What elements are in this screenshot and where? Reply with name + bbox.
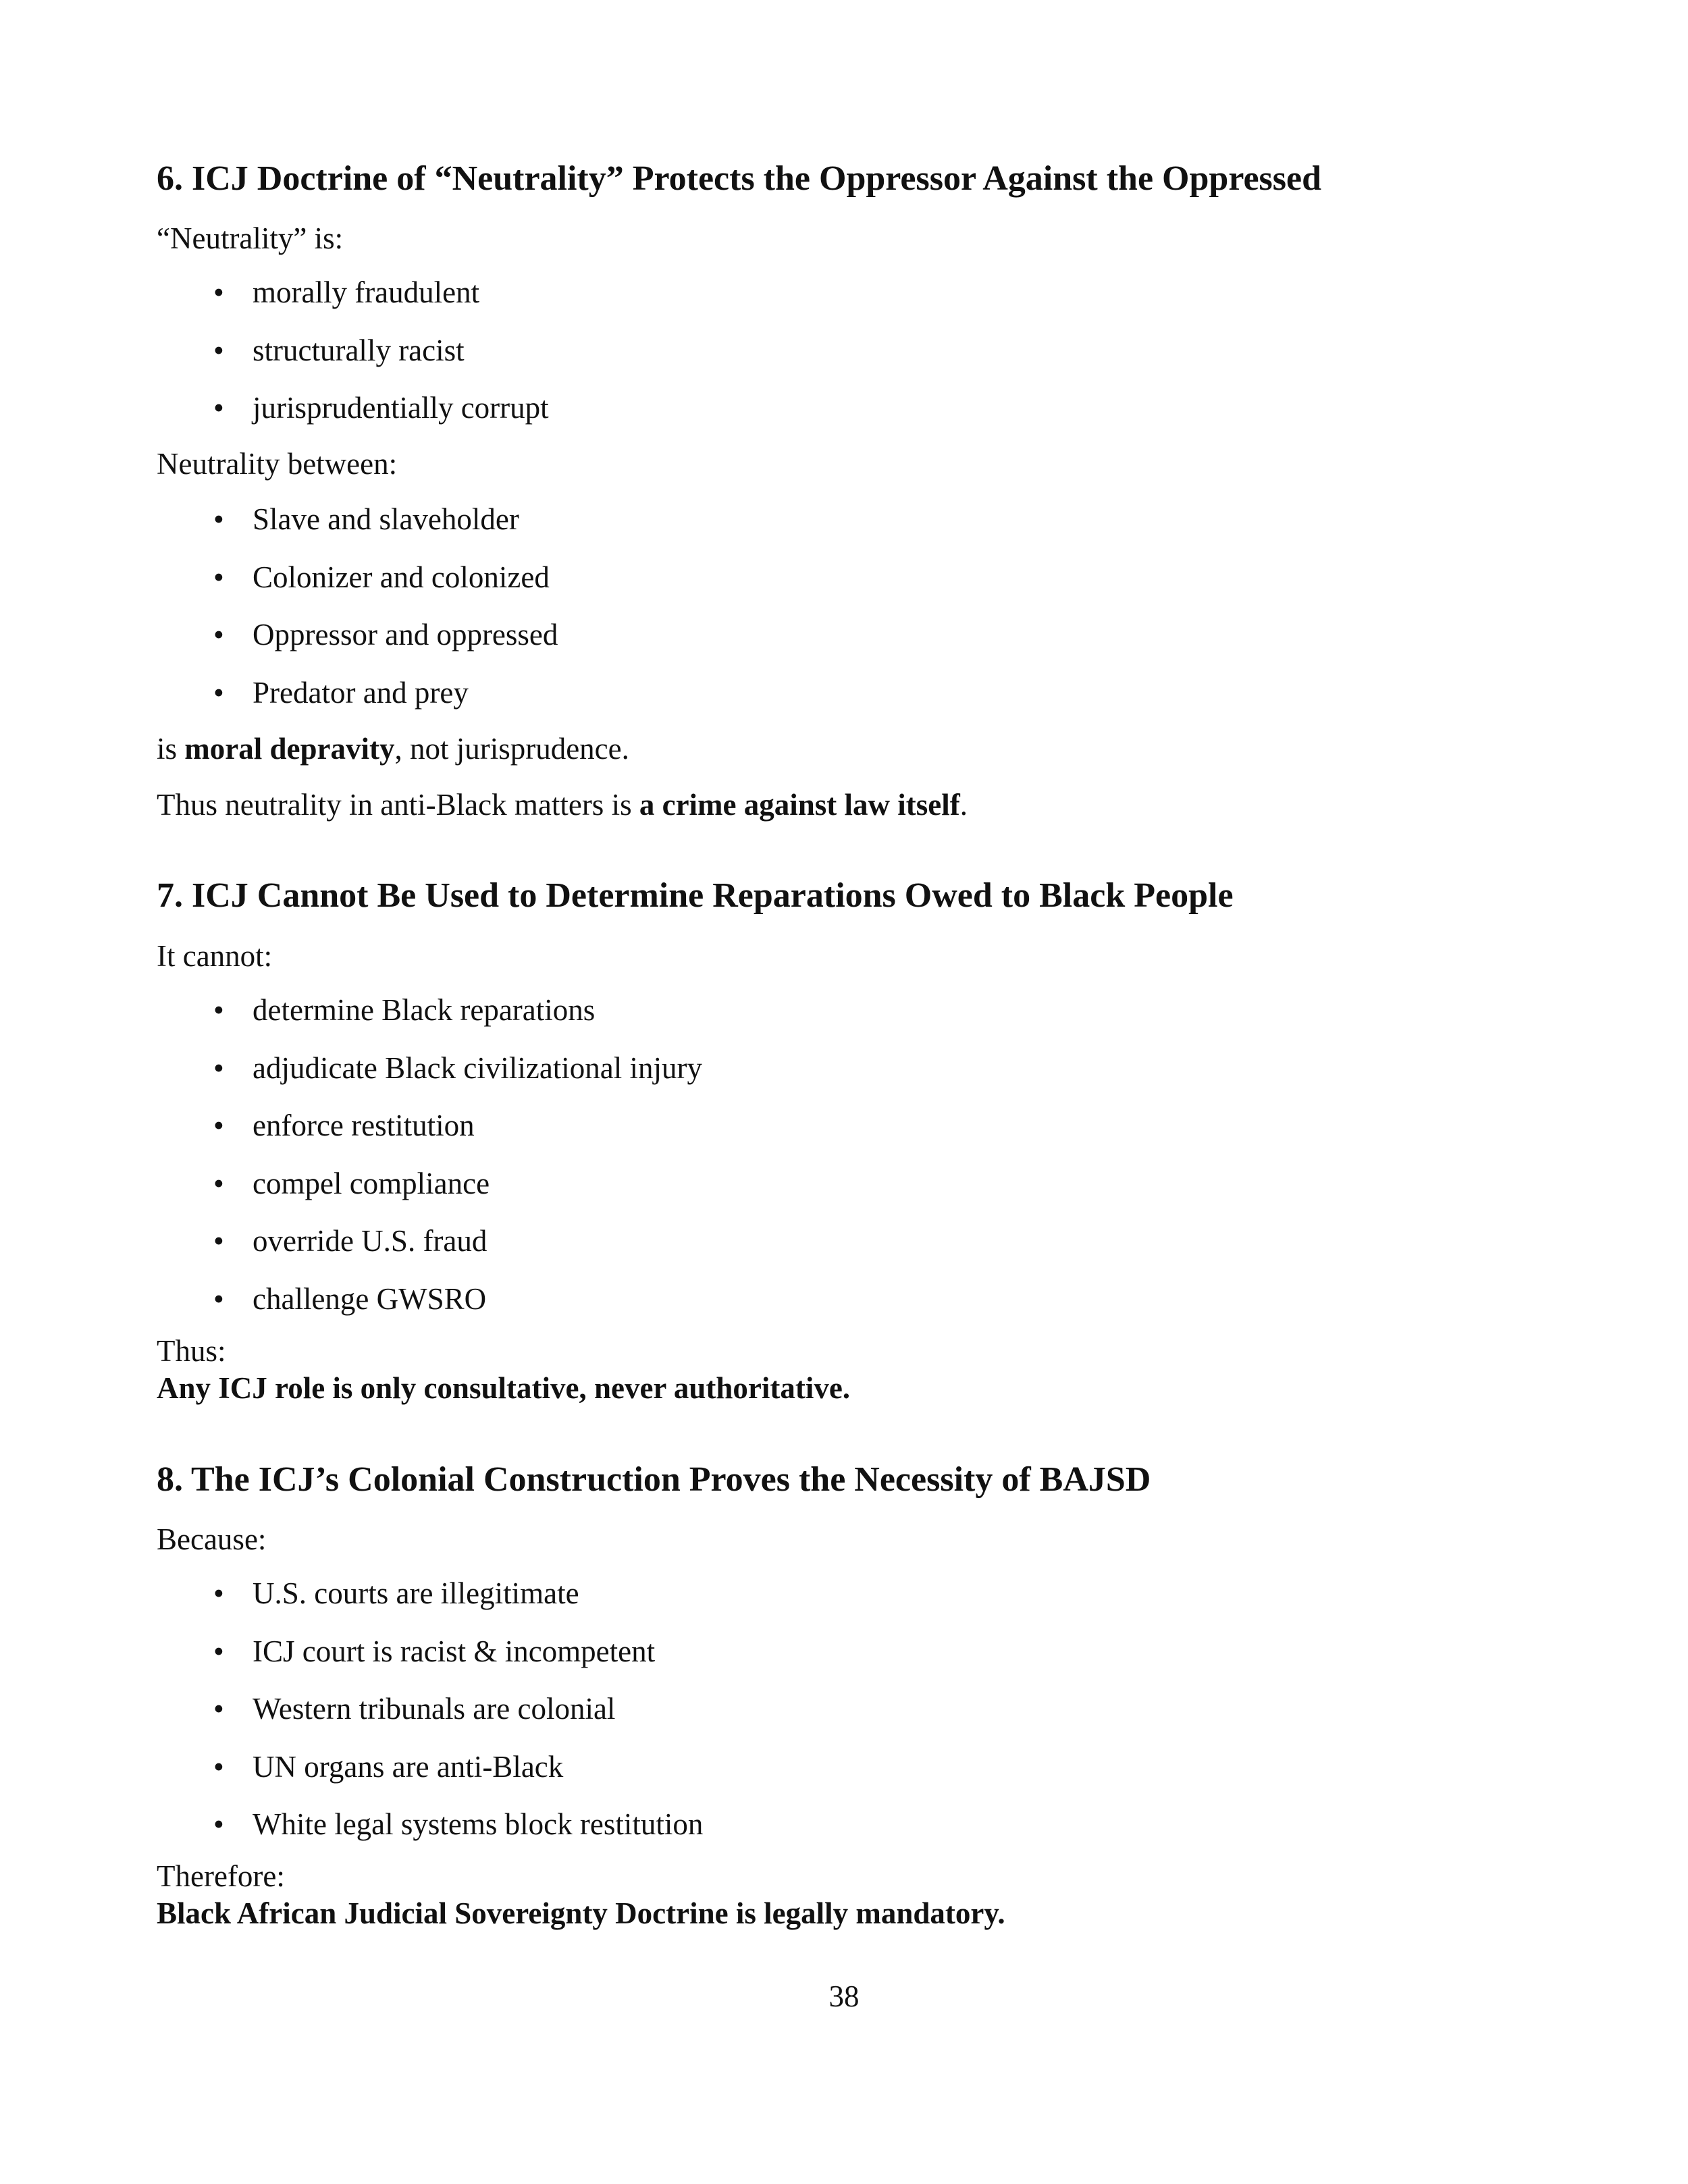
section-6-heading: 6. ICJ Doctrine of “Neutrality” Protects the Oppressor Against the Oppressed xyxy=(157,159,1322,198)
emphasis-text: a crime against law itself xyxy=(639,788,960,822)
bullet-icon: • xyxy=(213,1050,224,1085)
document-page: 6. ICJ Doctrine of “Neutrality” Protects the Oppressor Against the Oppressed “Neutrality” is: • morally fraudulent • structurally racist • jurisprudentially corrupt Neutrality between: • Slave and slaveholder • Colonizer and colonized • Oppressor and oppressed • Predator and prey is moral depravity, not jurisprudence. Thus neutrality in anti-Black matters is a crime against law itself. 7. ICJ Cannot Be Used to Determine Reparations Owed to Black People It cannot: • determine Black reparations • adjudicate Black civilizational injury • enforce restitution • compel compliance • override U.S. fraud • challenge GWSRO Thus: Any ICJ role is only consultative, never authoritative. 8. The ICJ’s Colonial Construction Proves the Necessity of BAJSD Because: • U.S. courts are illegitimate • ICJ court is racist & incompetent • Western tribunals are colonial • UN organs are anti-Black • White legal systems block restitution Therefore: Black African Judicial Sovereignty Doctrine is legally mandatory. 38 xyxy=(0,0,1688,2184)
section-7-intro: It cannot: xyxy=(157,939,273,973)
bullet-icon: • xyxy=(213,1281,224,1316)
bullet-icon: • xyxy=(213,1692,224,1726)
bullet-icon: • xyxy=(213,391,224,425)
section-8-intro: Because: xyxy=(157,1522,267,1556)
section-7-heading: 7. ICJ Cannot Be Used to Determine Reparations Owed to Black People xyxy=(157,876,1234,915)
bullet-icon: • xyxy=(213,1576,224,1610)
section-7-conclusion: Any ICJ role is only consultative, never authoritative. xyxy=(157,1371,851,1405)
section-8-conclusion-label: Therefore: xyxy=(157,1859,285,1893)
section-8-heading: 8. The ICJ’s Colonial Construction Proves the Necessity of BAJSD xyxy=(157,1460,1151,1499)
section-7-conclusion-label: Thus: xyxy=(157,1334,226,1368)
bullet-icon: • xyxy=(213,333,224,367)
bullet-icon: • xyxy=(213,675,224,710)
section-6-moral-depravity-line: is moral depravity, not jurisprudence. xyxy=(157,732,629,766)
section-6-intro: “Neutrality” is: xyxy=(157,221,344,255)
section-6-between-label: Neutrality between: xyxy=(157,447,398,481)
bullet-icon: • xyxy=(213,1224,224,1258)
bullet-icon: • xyxy=(213,502,224,536)
bullet-icon: • xyxy=(213,1109,224,1142)
page-number: 38 xyxy=(828,1979,860,2013)
bullet-icon: • xyxy=(213,275,224,309)
bullet-icon: • xyxy=(213,1634,224,1668)
section-6-conclusion-line: Thus neutrality in anti-Black matters is a crime against law itself. xyxy=(157,788,968,822)
bullet-icon: • xyxy=(213,618,224,651)
bullet-icon: • xyxy=(213,993,224,1027)
bullet-icon: • xyxy=(213,1749,224,1784)
bullet-icon: • xyxy=(213,1166,224,1200)
bullet-icon: • xyxy=(213,560,224,594)
emphasis-text: moral depravity xyxy=(184,732,395,766)
bullet-icon: • xyxy=(213,1807,224,1841)
section-8-conclusion: Black African Judicial Sovereignty Doctrine is legally mandatory. xyxy=(157,1896,1005,1930)
